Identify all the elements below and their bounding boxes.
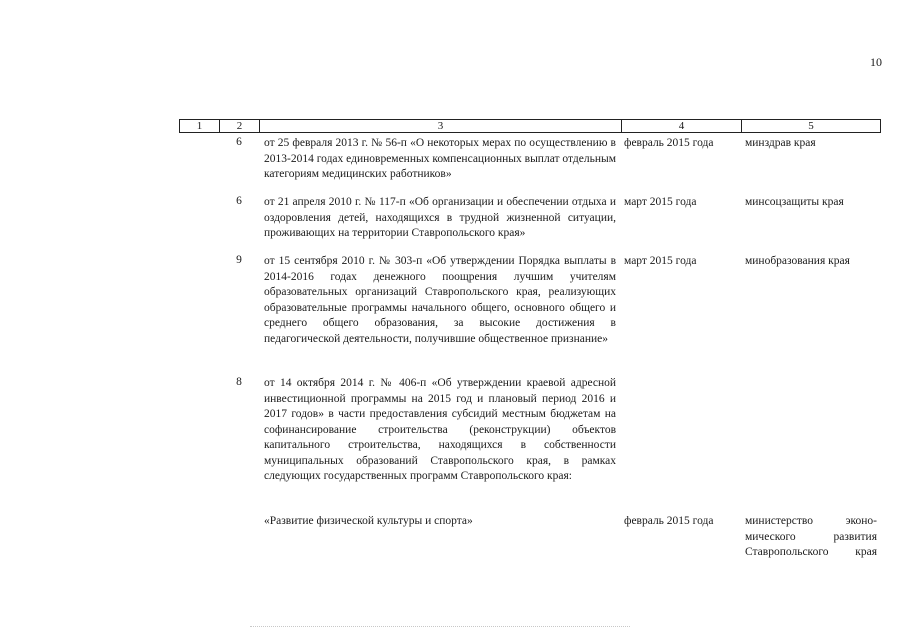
row-number: 9 [236,254,242,266]
row-number: 6 [236,195,242,207]
row-responsible [745,514,877,561]
header-col-1: 1 [180,120,220,132]
row-deadline: март 2015 года [624,255,697,267]
row-responsible: минсоцзащиты края [745,196,844,208]
row-deadline: февраль 2015 года [624,515,714,527]
row-description: от 14 октября 2014 г. № 406-п «Об утверждении краевой адресной инвестиционной программы на 2015 год и плановый период 2016 и 2017 годов» в части предоставления субсидий местным бюджетам на софинансирование строительства (реконструкции) объектов капитального строительства, находящихся в собственности муниципальных образований Ставропольского края, в рамках следующих государственных программ Ставропольского края: [264,377,616,482]
page-number: 10 [870,55,882,69]
row-description: от 21 апреля 2010 г. № 117-п «Об организации и обеспечении отдыха и оздоровления детей, находящихся в трудной жизненной ситуации, проживающих на территории Ставропольского края» [264,196,616,239]
table-header-row [179,119,881,133]
header-col-2: 2 [220,120,260,132]
header-col-4: 4 [622,120,742,132]
row-responsible: минобразования края [745,255,850,267]
row-responsible-line: Ставропольского края [745,546,877,558]
header-col-3: 3 [260,120,622,132]
row-responsible-line: министерство эконо- [745,515,877,527]
row-deadline: февраль 2015 года [624,137,714,149]
row-number: 8 [236,376,242,388]
row-responsible: минздрав края [745,137,816,149]
scan-artifact-top [0,18,905,22]
row-description: от 25 февраля 2013 г. № 56-п «О некоторых мерах по осуществлению в 2013-2014 годах единовременных компенсационных выплат отдельным категориям медицинских работников» [264,137,616,180]
scan-artifact-bottom [250,626,630,628]
row-deadline: март 2015 года [624,196,697,208]
row-description: «Развитие физической культуры и спорта» [264,515,473,527]
row-number: 6 [236,136,242,148]
row-description: от 15 сентября 2010 г. № 303-п «Об утверждении Порядка выплаты в 2014-2016 годах денежного поощрения лучшим учителям образовательных организаций Ставропольского края, реализующих образовательные программы начального общего, основного общего и среднего общего образования, за высокие достижения в педагогической деятельности, получившие общественное признание» [264,255,616,345]
header-col-5: 5 [808,120,814,132]
row-responsible-line: мического развития [745,530,877,543]
